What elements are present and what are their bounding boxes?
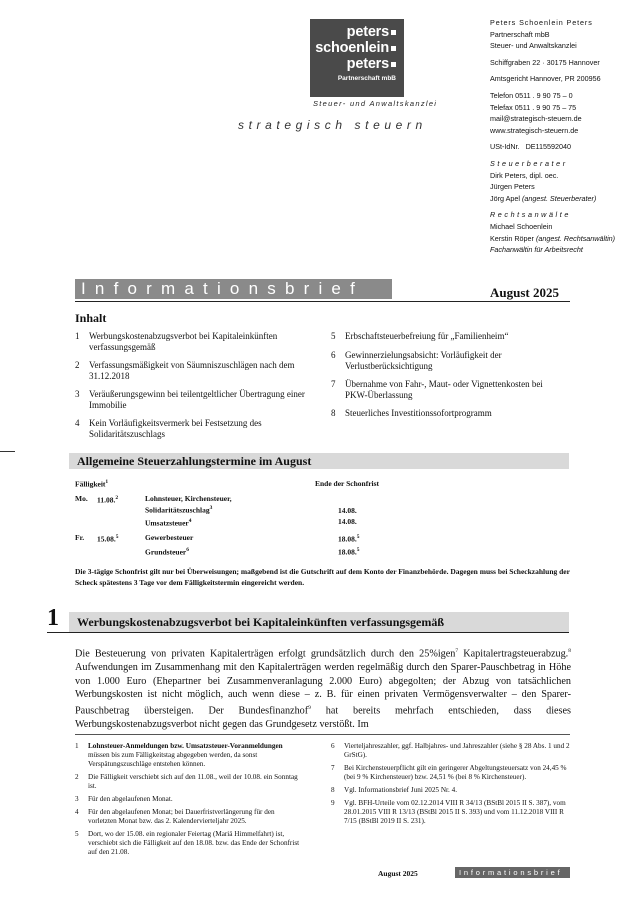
article-body bbox=[75, 645, 571, 731]
footnote-text: Dort, wo der 15.08. ein regionaler Feiertag (Mariä Himmelfahrt) ist, verschiebt sich die Fälligkeit auf den 18.08. bzw. das Ende der Schonfrist auf den 21.08. bbox=[88, 830, 300, 857]
toc-item-text: Veräußerungsgewinn bei teilentgeltlicher Übertragung einer Immobilie bbox=[89, 389, 305, 410]
firm-name: Peters Schoenlein Peters bbox=[490, 18, 593, 27]
footnote-number: 9 bbox=[331, 798, 335, 807]
deadline-tax-name: Umsatzsteuer bbox=[145, 518, 189, 528]
toc-right-column bbox=[331, 331, 556, 426]
footnote-number: 5 bbox=[75, 830, 79, 838]
toc-item-text: Werbungskostenabzugsverbot bei Kapitaleinkünften verfassungsgemäß bbox=[89, 331, 278, 352]
firm-web-link[interactable]: www.strategisch-steuern.de bbox=[490, 125, 579, 135]
deadline-tax-sup: 4 bbox=[188, 518, 192, 524]
toc-item[interactable] bbox=[75, 418, 310, 440]
footnote-bold: Lohnsteuer-Anmeldungen bzw. Umsatzsteuer-Voranmeldungen bbox=[88, 742, 283, 750]
toc-item-text: Erbschaftsteuerbefreiung für „Familienheim“ bbox=[345, 331, 509, 341]
footnote-number: 2 bbox=[75, 773, 79, 782]
footnote-text: Vgl. Informationsbrief Juni 2025 Nr. 4. bbox=[344, 786, 457, 794]
footnote-ref[interactable]: 7 bbox=[455, 648, 459, 654]
fold-mark bbox=[0, 451, 15, 452]
deadline-tax bbox=[145, 546, 189, 557]
footnote bbox=[75, 830, 300, 858]
deadline-date-sup: 5 bbox=[115, 534, 119, 540]
deadline-end bbox=[338, 533, 360, 544]
toc-item-number: 2 bbox=[75, 360, 80, 370]
footnote-text: Bei Kirchensteuerpflicht gilt ein geringerer Abgeltungsteuersatz von 24,45 % (bei 9 % Kirchensteuer) bzw. 24,51 % (bei 8 % Kirchensteuer). bbox=[344, 764, 567, 782]
col-due-sup: 1 bbox=[105, 479, 109, 485]
toc-item[interactable] bbox=[75, 389, 310, 411]
toc-item-number: 4 bbox=[75, 418, 80, 428]
footnote bbox=[331, 742, 571, 760]
tax-advisor-1: Dirk Peters, dipl. oec. bbox=[490, 170, 559, 180]
lawyer-2 bbox=[490, 233, 638, 245]
deadline-end: 14.08. bbox=[338, 506, 357, 515]
logo-line-2: schoenlein bbox=[310, 40, 396, 56]
firm-fax: Telefax 0511 . 9 90 75 – 75 bbox=[490, 102, 577, 112]
firm-address: Schiffgraben 22 · 30175 Hannover bbox=[490, 57, 600, 67]
lawyer-1: Michael Schoenlein bbox=[490, 221, 553, 231]
firm-kind: Steuer- und Anwaltskanzlei bbox=[490, 41, 577, 51]
tax-advisor-3-note: (angest. Steuerberater) bbox=[521, 193, 597, 203]
deadline-end: 14.08. bbox=[338, 517, 357, 526]
firm-type: Partnerschaft mbB bbox=[490, 29, 550, 39]
toc-item-text: Verfassungsmäßigkeit von Säumniszuschlägen nach dem 31.12.2018 bbox=[89, 360, 295, 381]
tax-advisor-2: Jürgen Peters bbox=[490, 182, 535, 192]
footnote-ref[interactable]: 8 bbox=[568, 648, 571, 654]
deadlines-col-due bbox=[75, 478, 108, 489]
col-due-label: Fälligkeit bbox=[75, 479, 106, 489]
deadline-date-value: 11.08. bbox=[97, 495, 116, 505]
toc-item-number: 6 bbox=[331, 350, 336, 360]
toc-item[interactable] bbox=[75, 331, 310, 353]
deadline-tax-name: Solidaritätszuschlag bbox=[145, 505, 210, 515]
deadline-end-value: 18.08. bbox=[338, 547, 357, 557]
footnote-ref[interactable]: 9 bbox=[308, 704, 311, 711]
deadline-tax-sup: 6 bbox=[186, 547, 189, 553]
deadline-end-sup: 5 bbox=[356, 547, 360, 553]
footnote-number: 4 bbox=[75, 808, 79, 816]
toc-item[interactable] bbox=[75, 360, 310, 382]
footnote bbox=[75, 808, 300, 826]
firm-email-link[interactable]: mail@strategisch-steuern.de bbox=[490, 114, 582, 124]
lawyers-heading: Rechtsanwälte bbox=[490, 210, 571, 220]
deadline-day: Fr. bbox=[75, 533, 85, 542]
lawyer-2-note: (angest. Rechtsanwältin) bbox=[535, 233, 616, 243]
deadline-date bbox=[97, 533, 119, 544]
footnote-number: 3 bbox=[75, 795, 79, 804]
deadline-date-sup: 2 bbox=[115, 495, 119, 501]
deadline-end-value: 18.08. bbox=[338, 534, 357, 544]
deadline-date bbox=[97, 494, 118, 505]
logo-subtitle: Steuer- und Anwaltskanzlei bbox=[313, 99, 438, 108]
body-part: Kapitalertragsteuerabzug. bbox=[458, 648, 569, 660]
deadline-tax-sup: 3 bbox=[209, 505, 213, 511]
footnote-text: Für den abgelaufenen Monat. bbox=[88, 795, 173, 804]
footer-date: August 2025 bbox=[378, 869, 418, 878]
deadlines-col-end: Ende der Schonfrist bbox=[315, 479, 380, 488]
footer-title: Informationsbrief bbox=[455, 867, 570, 878]
footnote bbox=[331, 764, 571, 782]
toc-item-number: 8 bbox=[331, 408, 336, 418]
footnotes-right bbox=[331, 742, 571, 830]
toc-item[interactable] bbox=[331, 350, 556, 372]
footnote-text: Die Fälligkeit verschiebt sich auf den 11.08., weil der 10.08. ein Sonntag ist. bbox=[88, 773, 298, 791]
footnote-number: 6 bbox=[331, 742, 335, 750]
newsletter-title: Informationsbrief bbox=[75, 279, 392, 299]
deadlines-note: Die 3-tägige Schonfrist gilt nur bei Überweisungen; maßgebend ist die Gutschrift auf dem Konto der Finanzbehörde. Dagegen muss bei Scheckzahlung der Scheck spätestens 3 Tage vor dem Fälligkeitstermin eingereicht werden. bbox=[75, 567, 570, 587]
firm-logo bbox=[310, 19, 404, 97]
toc-item[interactable] bbox=[331, 331, 556, 342]
footnotes-left bbox=[75, 742, 300, 861]
body-part: hat bereits mehrfach entschieden, dass dieses Werbungskostenabzugsverbot nicht gegen das Grundgesetz verstößt. Im bbox=[75, 705, 571, 730]
toc-item-text: Kein Vorläufigkeitsvermerk bei Festsetzung des Solidaritätszuschlags bbox=[89, 418, 262, 439]
footnote bbox=[75, 742, 300, 770]
deadlines-heading: Allgemeine Steuerzahlungstermine im August bbox=[69, 453, 569, 469]
footnote bbox=[331, 799, 571, 827]
toc-item-number: 7 bbox=[331, 379, 336, 389]
article-number: 1 bbox=[47, 605, 59, 631]
toc-item-text: Gewinnerzielungsabsicht: Vorläufigkeit der Verlustberücksichtigung bbox=[345, 350, 502, 371]
toc-item-number: 3 bbox=[75, 389, 80, 399]
tax-advisor-3-name: Jörg Apel bbox=[490, 193, 520, 203]
body-part: Die Besteuerung von privaten Kapitalerträgen erfolgt grundsätzlich durch den 25%igen bbox=[75, 648, 456, 660]
footnote-rule bbox=[75, 734, 570, 735]
issue-date: August 2025 bbox=[490, 285, 559, 300]
header-rule bbox=[75, 301, 570, 302]
tax-advisors-heading: Steuerberater bbox=[490, 158, 568, 168]
tagline: strategisch steuern bbox=[238, 118, 427, 132]
contact-block bbox=[490, 17, 638, 256]
footnote-number: 1 bbox=[75, 742, 79, 750]
lawyer-specialty: Fachanwältin für Arbeitsrecht bbox=[490, 245, 583, 255]
deadline-tax-name: Grundsteuer bbox=[145, 547, 187, 557]
toc-item-text: Übernahme von Fahr-, Maut- oder Vignettenkosten bei PKW-Überlassung bbox=[345, 379, 543, 400]
firm-phone: Telefon 0511 . 9 90 75 – 0 bbox=[490, 90, 573, 100]
toc-item-number: 1 bbox=[75, 331, 80, 341]
ust-label: USt-IdNr. bbox=[490, 142, 520, 152]
lawyer-2-name: Kerstin Röper bbox=[490, 233, 534, 243]
footnote bbox=[75, 773, 300, 791]
toc-item-number: 5 bbox=[331, 331, 336, 341]
deadline-end bbox=[338, 546, 360, 557]
ust-value: DE115592040 bbox=[525, 142, 571, 152]
logo-line-1: peters bbox=[310, 24, 396, 40]
footnote-text: Vgl. BFH-Urteile vom 02.12.2014 VIII R 34/13 (BStBl 2015 II S. 387), vom 28.01.2015 VIII R 13/13 (BStBl 2015 II S. 393) und vom 11.12.2018 VIII R 7/15 (BStBl 2019 II S. 231). bbox=[344, 798, 566, 826]
body-part: Aufwendungen im Zusammenhang mit den Kapitalerträgen werden regelmäßig durch den Sparer-Pauschbetrag in Höhe von 1.000 Euro (Ehepartner bei Zusammenveranlagung 2.000 Euro) abgegolten; der Abzug von tatsächlichen Werbungskosten ist nicht möglich, auch wenn diese – z. B. für einen privaten Vermögensverwalter – den Sparer-Pauschbetrag übersteigen. Der Bundesfinanzhof bbox=[75, 661, 571, 717]
deadline-tax: Gewerbesteuer bbox=[145, 533, 194, 542]
deadline-day: Mo. bbox=[75, 494, 88, 503]
deadline-tax: Lohnsteuer, Kirchensteuer, bbox=[145, 494, 232, 503]
deadline-date-value: 15.08. bbox=[97, 534, 116, 544]
article-title: Werbungskostenabzugsverbot bei Kapitaleinkünften verfassungsgemäß bbox=[69, 612, 569, 632]
tax-advisor-3 bbox=[490, 193, 638, 205]
toc-heading: Inhalt bbox=[75, 311, 107, 325]
toc-left-column bbox=[75, 331, 310, 447]
toc-item[interactable] bbox=[331, 379, 556, 401]
toc-item[interactable] bbox=[331, 408, 556, 419]
logo-partnership: Partnerschaft mbB bbox=[337, 75, 396, 82]
firm-court: Amtsgericht Hannover, PR 200956 bbox=[490, 74, 601, 84]
toc-item-text: Steuerliches Investitionssofortprogramm bbox=[345, 408, 492, 418]
deadline-tax bbox=[145, 517, 191, 528]
footnote-number: 8 bbox=[331, 786, 335, 794]
logo-line-3: peters bbox=[310, 56, 396, 72]
footnote-number: 7 bbox=[331, 764, 335, 772]
footnote-text: müssen bis zum Fälligkeitstag abgegeben werden, da sonst Verspätungszuschläge entstehen können. bbox=[88, 751, 258, 769]
footnote-text: Vierteljahreszahler, ggf. Halbjahres- und Jahreszahler (siehe § 28 Abs. 1 und 2 GrStG). bbox=[344, 742, 570, 760]
footnote-text: Für den abgelaufenen Monat; bei Dauerfristverlängerung für den vorletzten Monat bzw. das 2. Kalendervierteljahr 2025. bbox=[88, 808, 275, 826]
footnote bbox=[331, 786, 571, 795]
deadline-end-sup: 5 bbox=[356, 534, 360, 540]
deadline-tax bbox=[145, 504, 212, 515]
footnote bbox=[75, 795, 300, 804]
firm-ust bbox=[490, 141, 638, 153]
article-rule bbox=[47, 632, 569, 633]
